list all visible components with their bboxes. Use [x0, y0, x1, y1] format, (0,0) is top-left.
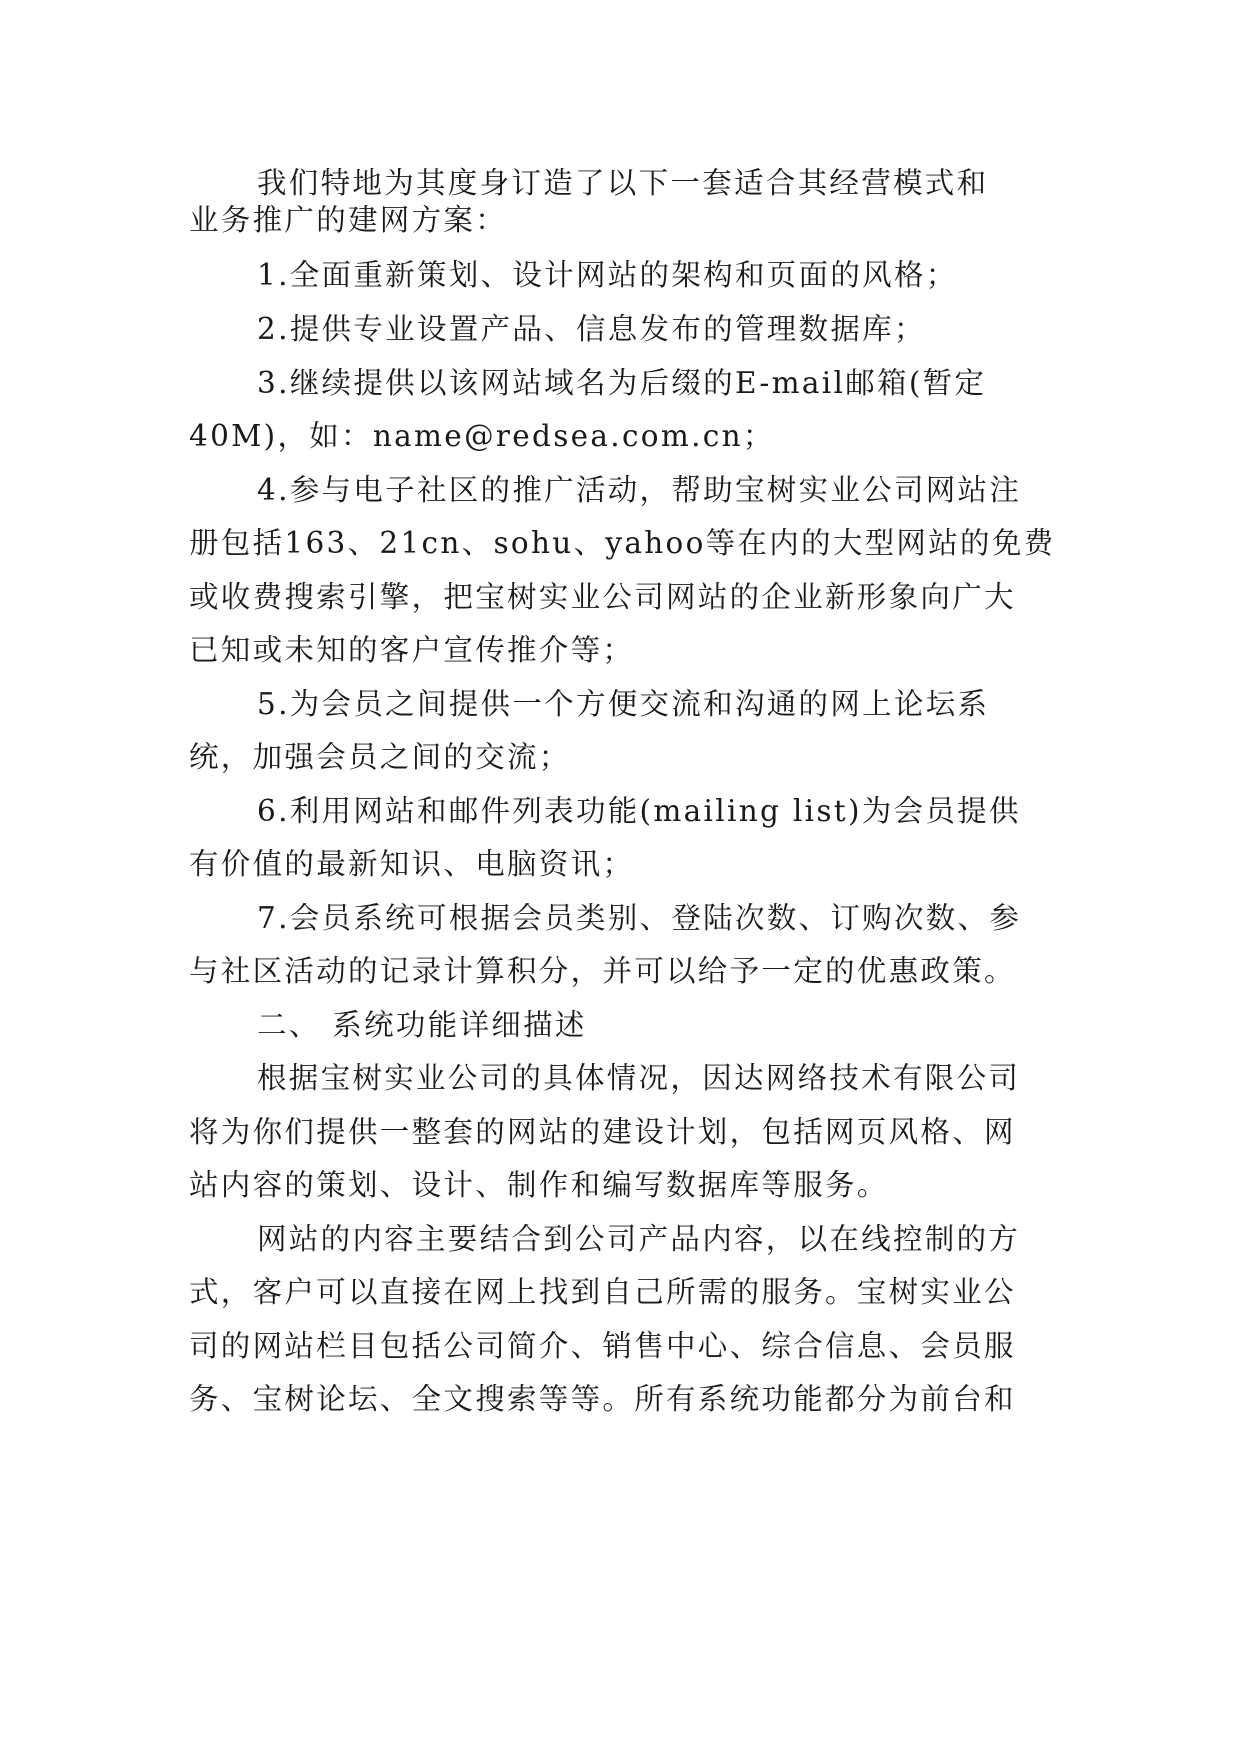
list-item-6-line-2: 有价值的最新知识、电脑资讯； — [189, 847, 635, 881]
list-item-3-line-2: 40M)，如：name@redsea.com.cn； — [189, 419, 775, 453]
list-item-6-line-1: 6.利用网站和邮件列表功能(mailing list)为会员提供 — [257, 794, 1021, 828]
paragraph-intro-line-2: 业务推广的建网方案： — [189, 203, 508, 237]
list-item-1-line-1: 1.全面重新策划、设计网站的架构和页面的风格； — [257, 258, 958, 292]
paragraph-section-line-3: 站内容的策划、设计、制作和编写数据库等服务。 — [189, 1168, 889, 1202]
section-heading: 二、 系统功能详细描述 — [257, 1008, 587, 1042]
list-item-5-line-2: 统，加强会员之间的交流； — [189, 740, 571, 774]
list-item-3-line-1: 3.继续提供以该网站域名为后缀的E-mail邮箱(暂定 — [257, 366, 987, 400]
list-item-4-line-3: 或收费搜索引擎，把宝树实业公司网站的企业新形象向广大 — [189, 580, 1016, 614]
list-item-5-line-1: 5.为会员之间提供一个方便交流和沟通的网上论坛系 — [257, 687, 990, 721]
list-item-4-line-1: 4.参与电子社区的推广活动，帮助宝树实业公司网站注 — [257, 473, 1022, 507]
list-item-7-line-2: 与社区活动的记录计算积分，并可以给予一定的优惠政策。 — [189, 954, 1016, 988]
list-item-2-line-1: 2.提供专业设置产品、信息发布的管理数据库； — [257, 312, 926, 346]
paragraph-content-line-1: 网站的内容主要结合到公司产品内容，以在线控制的方 — [257, 1222, 1021, 1256]
paragraph-section-line-2: 将为你们提供一整套的网站的建设计划，包括网页风格、网 — [189, 1115, 1016, 1149]
list-item-4-line-4: 已知或未知的客户宣传推介等； — [189, 633, 635, 667]
list-item-7-line-1: 7.会员系统可根据会员类别、登陆次数、订购次数、参 — [257, 901, 1022, 935]
paragraph-content-line-4: 务、宝树论坛、全文搜索等等。所有系统功能都分为前台和 — [189, 1382, 1016, 1416]
paragraph-content-line-3: 司的网站栏目包括公司简介、销售中心、综合信息、会员服 — [189, 1329, 1016, 1363]
list-item-4-line-2: 册包括163、21cn、sohu、yahoo等在内的大型网站的免费 — [189, 526, 1056, 560]
paragraph-intro-line-1: 我们特地为其度身订造了以下一套适合其经营模式和 — [257, 166, 989, 200]
paragraph-section-line-1: 根据宝树实业公司的具体情况，因达网络技术有限公司 — [257, 1061, 1021, 1095]
paragraph-content-line-2: 式，客户可以直接在网上找到自己所需的服务。宝树实业公 — [189, 1275, 1016, 1309]
